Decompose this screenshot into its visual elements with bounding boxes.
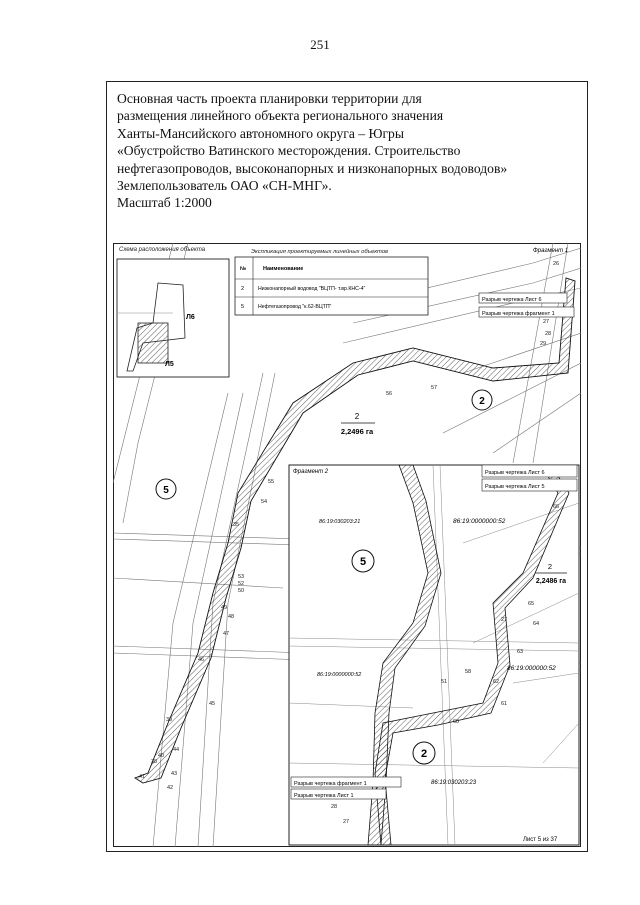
- point-label: 28: [545, 331, 552, 337]
- scheme-label-l5: Л5: [165, 361, 174, 368]
- point-label: 62: [493, 679, 500, 685]
- location-scheme-inset: [117, 247, 229, 377]
- object-marker: [352, 550, 374, 572]
- point-label: 60: [453, 719, 460, 725]
- point-label: 52: [238, 581, 245, 587]
- area-object-no: 2: [354, 412, 360, 421]
- point-label: 63: [517, 649, 524, 655]
- point-label: 27: [501, 617, 508, 623]
- point-label: 58: [465, 669, 472, 675]
- break-label-group: [479, 293, 574, 317]
- legend-row-no: 5: [241, 304, 245, 310]
- point-label: 55: [268, 479, 275, 485]
- point-label: 46: [198, 657, 205, 663]
- point-label: 35: [233, 522, 240, 528]
- title-line: Ханты-Мансийского автономного округа – Югры: [117, 125, 404, 141]
- point-label: 66: [553, 504, 560, 510]
- point-label: 57: [431, 385, 438, 391]
- page-number: 251: [310, 37, 330, 52]
- area-value: 2,2486 га: [535, 578, 567, 585]
- point-label: 42: [167, 785, 174, 791]
- object-marker: [156, 479, 176, 499]
- sheet-break-label: Разрыв чертежа Лист 6: [485, 470, 545, 476]
- point-label: 27: [543, 319, 550, 325]
- point-label: 49: [221, 605, 228, 611]
- sheet-footer: Лист 5 из 37: [523, 837, 558, 843]
- legend-row-name: Нефтегазопровод "к.62-ВЦТП": [258, 304, 332, 310]
- svg-text:2: 2: [479, 396, 485, 407]
- point-label: 43: [171, 771, 178, 777]
- title-line: Основная часть проекта планировки территории для: [117, 91, 422, 106]
- object-marker: [413, 742, 435, 764]
- svg-text:5: 5: [359, 556, 367, 568]
- point-label: 51: [441, 679, 448, 685]
- area-object-no: 2: [547, 562, 553, 571]
- document-title: [117, 90, 577, 212]
- point-label: 29: [540, 341, 547, 347]
- point-label: 40: [158, 753, 165, 759]
- sheet-break-label: Разрыв чертежа Лист 5: [485, 484, 545, 490]
- location-scheme-title: Схема расположения объекта: [119, 247, 206, 253]
- legend-row-no: 2: [241, 286, 245, 292]
- area-value: 2,2496 га: [340, 427, 374, 436]
- cadastral-number: 86:19:030203:23: [431, 780, 477, 786]
- cadastral-number: 86:19:000000:52: [507, 665, 556, 672]
- point-label: 44: [173, 747, 180, 753]
- svg-text:2: 2: [420, 748, 428, 760]
- point-label: 53: [238, 574, 245, 580]
- scheme-label-l6: Л6: [186, 314, 195, 321]
- point-label: 26: [553, 261, 560, 267]
- point-label: 65: [528, 601, 535, 607]
- area-label: [341, 412, 375, 436]
- title-line: Масштаб 1:2000: [117, 195, 212, 211]
- point-label: 41: [139, 774, 146, 780]
- explication-title: Экспликация проектируемых линейных объектов: [251, 249, 389, 255]
- point-label: 56: [386, 391, 393, 397]
- svg-text:5: 5: [163, 485, 169, 496]
- title-line: нефтегазопроводов, высоконапорных и низконапорных водоводов»: [117, 160, 508, 176]
- legend-row-name: Низконапорный водовод "ВЦТП- т.вр.КНС-4": [258, 286, 366, 292]
- point-label: 64: [533, 621, 540, 627]
- point-label: 27: [343, 819, 350, 825]
- cadastral-number: 86:19:0000000:52: [453, 518, 506, 525]
- point-label: 50: [238, 588, 245, 594]
- fragment1-label: Фрагмент 1: [533, 248, 569, 254]
- fragment2-inset: [289, 465, 579, 845]
- fragment2-label: Фрагмент 2: [293, 469, 329, 475]
- planning-map: [113, 243, 581, 847]
- object-marker: [472, 390, 492, 410]
- cadastral-number: 86:19:0000000:52: [317, 672, 362, 678]
- title-line: размещения линейного объекта регионального значения: [117, 108, 444, 124]
- point-label: 48: [228, 614, 235, 620]
- point-label: 47: [223, 631, 230, 637]
- title-line: «Обустройство Ватинского месторождения. Строительство: [117, 143, 461, 159]
- point-label: 38: [151, 759, 158, 765]
- legend-header-no: №: [240, 266, 247, 272]
- point-label: 45: [209, 701, 216, 707]
- explication-legend: [235, 248, 428, 315]
- title-line: Землепользователь ОАО «СН-МНГ».: [117, 178, 332, 194]
- point-label: 61: [501, 701, 508, 707]
- sheet-break-label: Разрыв чертежа фрагмент 1: [482, 311, 555, 317]
- cadastral-number: 86:19:030203:21: [319, 519, 361, 525]
- point-label: 54: [261, 499, 268, 505]
- sheet-break-label: Разрыв чертежа Лист 1: [294, 793, 354, 799]
- sheet-break-label: Разрыв чертежа фрагмент 1: [294, 781, 367, 787]
- sheet-break-label: Разрыв чертежа Лист 6: [482, 297, 542, 303]
- point-label: 28: [331, 804, 338, 810]
- point-label: 39: [166, 717, 173, 723]
- legend-header-name: Наименование: [263, 266, 304, 272]
